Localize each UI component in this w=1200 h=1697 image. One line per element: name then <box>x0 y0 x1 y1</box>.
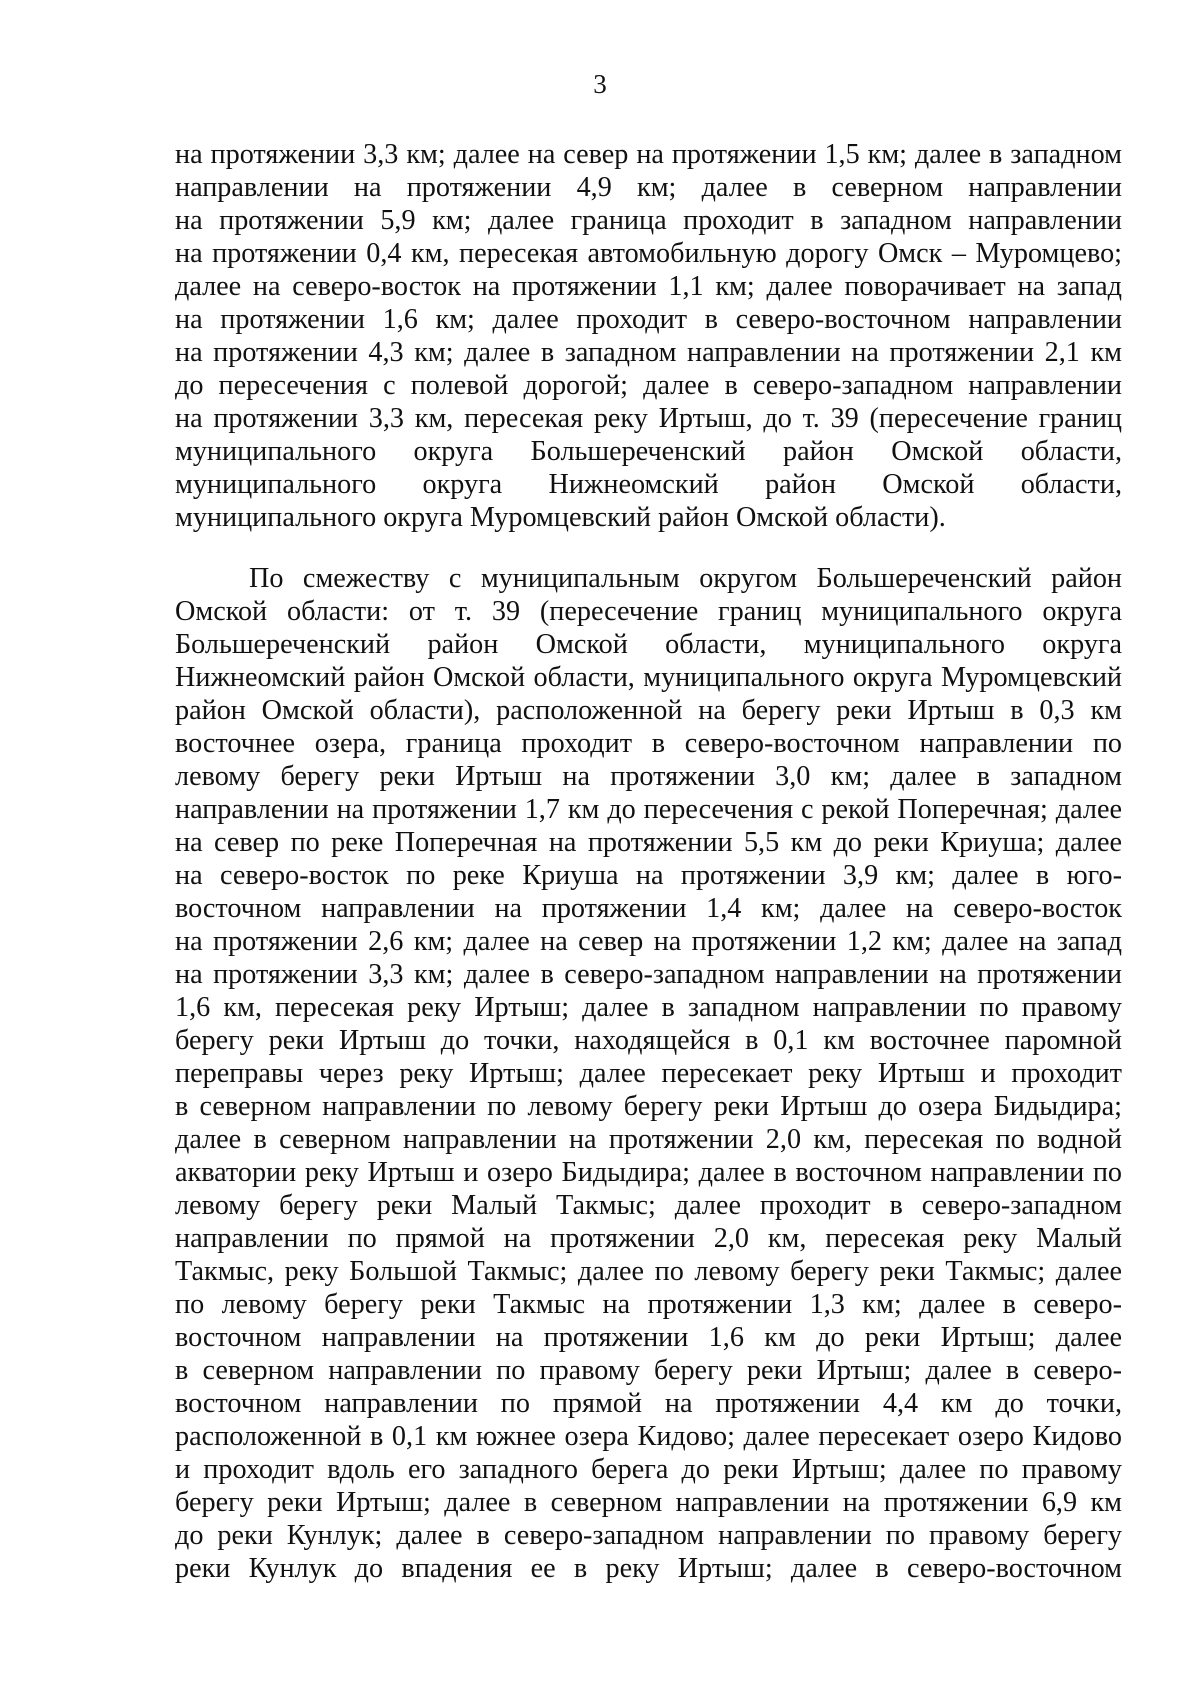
text-line: расположенной в 0,1 км южнее озера Кидово; далее пересекает озеро Кидово <box>175 1421 1122 1452</box>
text-line: на протяжении 3,3 км; далее в северо-западном направлении на протяжении <box>175 959 1122 990</box>
text-line: направлении на протяжении 4,9 км; далее в северном направлении <box>175 172 1122 203</box>
text-line: берегу реки Иртыш до точки, находящейся в 0,1 км восточнее паромной <box>175 1025 1122 1056</box>
text-line: восточном направлении на протяжении 1,6 км до реки Иртыш; далее <box>175 1322 1122 1353</box>
text-line: на протяжении 5,9 км; далее граница проходит в западном направлении <box>175 205 1122 236</box>
text-line: направлении по прямой на протяжении 2,0 км, пересекая реку Малый <box>175 1223 1122 1254</box>
text-line: на протяжении 2,6 км; далее на север на протяжении 1,2 км; далее на запад <box>175 926 1122 957</box>
text-line: на север по реке Поперечная на протяжении 5,5 км до реки Криуша; далее <box>175 827 1122 858</box>
text-line: в северном направлении по левому берегу реки Иртыш до озера Бидыдира; <box>175 1091 1122 1122</box>
text-line: и проходит вдоль его западного берега до реки Иртыш; далее по правому <box>175 1454 1122 1485</box>
text-line: По смежеству с муниципальным округом Большереченский район <box>249 563 1122 594</box>
text-line: Такмыс, реку Большой Такмыс; далее по левому берегу реки Такмыс; далее <box>175 1256 1122 1287</box>
text-line: до пересечения с полевой дорогой; далее в северо-западном направлении <box>175 370 1122 401</box>
text-line: до реки Кунлук; далее в северо-западном направлении по правому берегу <box>175 1520 1122 1551</box>
text-line: восточнее озера, граница проходит в северо-восточном направлении по <box>175 728 1122 759</box>
text-line: на протяжении 1,6 км; далее проходит в северо-восточном направлении <box>175 304 1122 335</box>
text-line: район Омской области), расположенной на берегу реки Иртыш в 0,3 км <box>175 695 1122 726</box>
text-line: 1,6 км, пересекая реку Иртыш; далее в западном направлении по правому <box>175 992 1122 1023</box>
text-line: Нижнеомский район Омской области, муниципального округа Муромцевский <box>175 662 1122 693</box>
text-line: на протяжении 4,3 км; далее в западном направлении на протяжении 2,1 км <box>175 337 1122 368</box>
text-line: далее на северо-восток на протяжении 1,1 км; далее поворачивает на запад <box>175 271 1122 302</box>
text-line: левому берегу реки Иртыш на протяжении 3,0 км; далее в западном <box>175 761 1122 792</box>
text-line: далее в северном направлении на протяжении 2,0 км, пересекая по водной <box>175 1124 1122 1155</box>
text-line: акватории реку Иртыш и озеро Бидыдира; далее в восточном направлении по <box>175 1157 1122 1188</box>
text-line: Большереченский район Омской области, муниципального округа <box>175 629 1122 660</box>
text-line: Омской области: от т. 39 (пересечение границ муниципального округа <box>175 596 1122 627</box>
text-line: по левому берегу реки Такмыс на протяжении 1,3 км; далее в северо- <box>175 1289 1122 1320</box>
text-line: левому берегу реки Малый Такмыс; далее проходит в северо-западном <box>175 1190 1122 1221</box>
text-line: на протяжении 3,3 км, пересекая реку Иртыш, до т. 39 (пересечение границ <box>175 403 1122 434</box>
text-line: муниципального округа Большереченский район Омской области, <box>175 436 1122 467</box>
text-line: восточном направлении на протяжении 1,4 км; далее на северо-восток <box>175 893 1122 924</box>
text-line: реки Кунлук до впадения ее в реку Иртыш; далее в северо-восточном <box>175 1553 1122 1584</box>
text-line: направлении на протяжении 1,7 км до пересечения с рекой Поперечная; далее <box>175 794 1122 825</box>
text-line: на северо-восток по реке Криуша на протяжении 3,9 км; далее в юго- <box>175 860 1122 891</box>
text-line: переправы через реку Иртыш; далее пересекает реку Иртыш и проходит <box>175 1058 1122 1089</box>
text-line: муниципального округа Нижнеомский район Омской области, <box>175 469 1122 500</box>
text-line: берегу реки Иртыш; далее в северном направлении на протяжении 6,9 км <box>175 1487 1122 1518</box>
paragraph-2 <box>175 562 1122 1585</box>
text-line: в северном направлении по правому берегу реки Иртыш; далее в северо- <box>175 1355 1122 1386</box>
paragraph-1 <box>175 138 1122 534</box>
text-line: восточном направлении по прямой на протяжении 4,4 км до точки, <box>175 1388 1122 1419</box>
text-line: муниципального округа Муромцевский район Омской области). <box>175 502 946 533</box>
text-line: на протяжении 3,3 км; далее на север на протяжении 1,5 км; далее в западном <box>175 139 1122 170</box>
text-line: на протяжении 0,4 км, пересекая автомобильную дорогу Омск – Муромцево; <box>175 238 1122 269</box>
page-number: 3 <box>593 69 607 99</box>
